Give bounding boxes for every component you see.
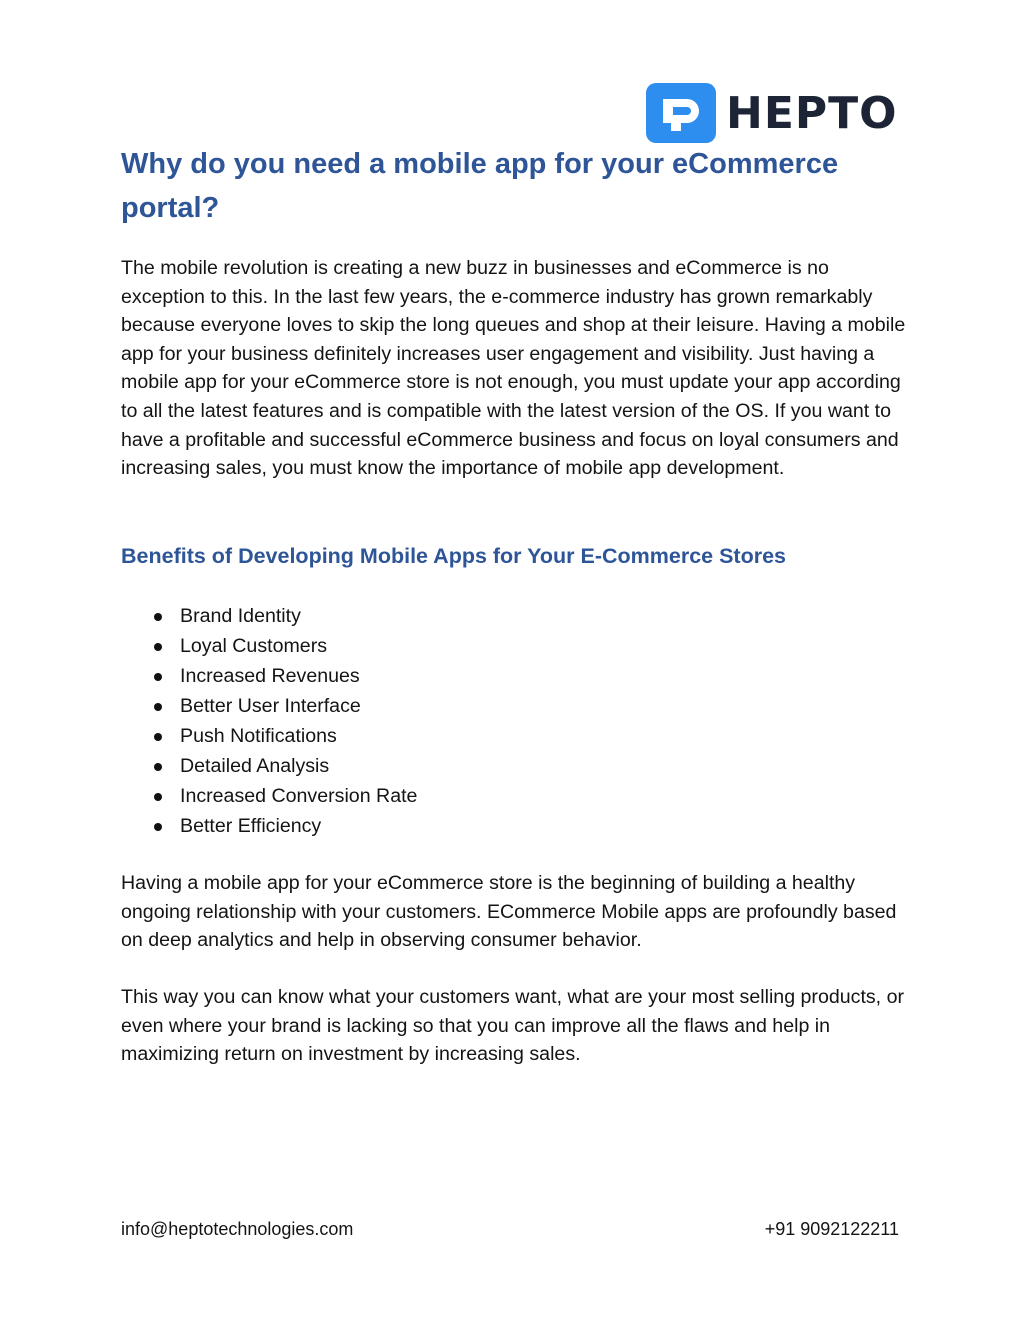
hepto-logo-icon bbox=[646, 83, 716, 143]
hepto-logo bbox=[646, 83, 898, 143]
bullet-icon bbox=[154, 823, 162, 831]
list-item bbox=[150, 601, 417, 631]
list-item-label: Brand Identity bbox=[180, 605, 301, 627]
bullet-icon bbox=[154, 613, 162, 621]
footer-email: info@heptotechnologies.com bbox=[121, 1219, 354, 1239]
logo-text: HEPTO bbox=[726, 87, 898, 139]
list-item-label: Loyal Customers bbox=[180, 635, 328, 657]
list-item bbox=[150, 631, 417, 661]
list-item bbox=[150, 661, 417, 691]
list-item-label: Increased Conversion Rate bbox=[180, 785, 418, 807]
footer-phone: +91 9092122211 bbox=[764, 1219, 899, 1239]
list-item bbox=[150, 721, 417, 751]
list-item-label: Increased Revenues bbox=[180, 665, 360, 687]
bullet-icon bbox=[154, 793, 162, 801]
benefits-heading: Benefits of Developing Mobile Apps for Your E-Commerce Stores bbox=[121, 544, 787, 568]
intro-paragraph: The mobile revolution is creating a new buzz in businesses and eCommerce is no exception to this. In the last few years, the e-commerce industry has grown remarkably because everyone loves to skip the long queues and shop at their leisure. Having a mobile app for your business definitely increases user engagement and visibility. Just having a mobile app for your eCommerce store is not enough, you must update your app according to all the latest features and is compatible with the latest version of the OS. If you want to have a profitable and successful eCommerce business and focus on loyal consumers and increasing sales, you must know the importance of mobile app development. bbox=[121, 257, 906, 480]
page-footer bbox=[121, 1216, 899, 1242]
relationship-paragraph: Having a mobile app for your eCommerce store is the beginning of building a healthy ongoing relationship with your customers. ECommerce Mobile apps are profoundly based on deep analytics and help in observing consumer behavior. bbox=[121, 872, 897, 952]
list-item-label: Better User Interface bbox=[180, 695, 361, 717]
bullet-icon bbox=[154, 643, 162, 651]
benefits-list bbox=[150, 601, 417, 841]
bullet-icon bbox=[154, 703, 162, 711]
bullet-icon bbox=[154, 733, 162, 741]
list-item-label: Better Efficiency bbox=[180, 815, 322, 837]
bullet-icon bbox=[154, 673, 162, 681]
list-item-label: Push Notifications bbox=[180, 725, 337, 747]
page-title: Why do you need a mobile app for your eCommerce portal? bbox=[121, 148, 839, 224]
list-item bbox=[150, 691, 417, 721]
list-item-label: Detailed Analysis bbox=[180, 755, 330, 777]
list-item bbox=[150, 751, 417, 781]
roi-paragraph: This way you can know what your customers want, what are your most selling products, or even where your brand is lacking so that you can improve all the flaws and help in maximizing return on investment by increasing sales. bbox=[121, 986, 904, 1066]
list-item bbox=[150, 781, 417, 811]
bullet-icon bbox=[154, 763, 162, 771]
list-item bbox=[150, 811, 417, 841]
